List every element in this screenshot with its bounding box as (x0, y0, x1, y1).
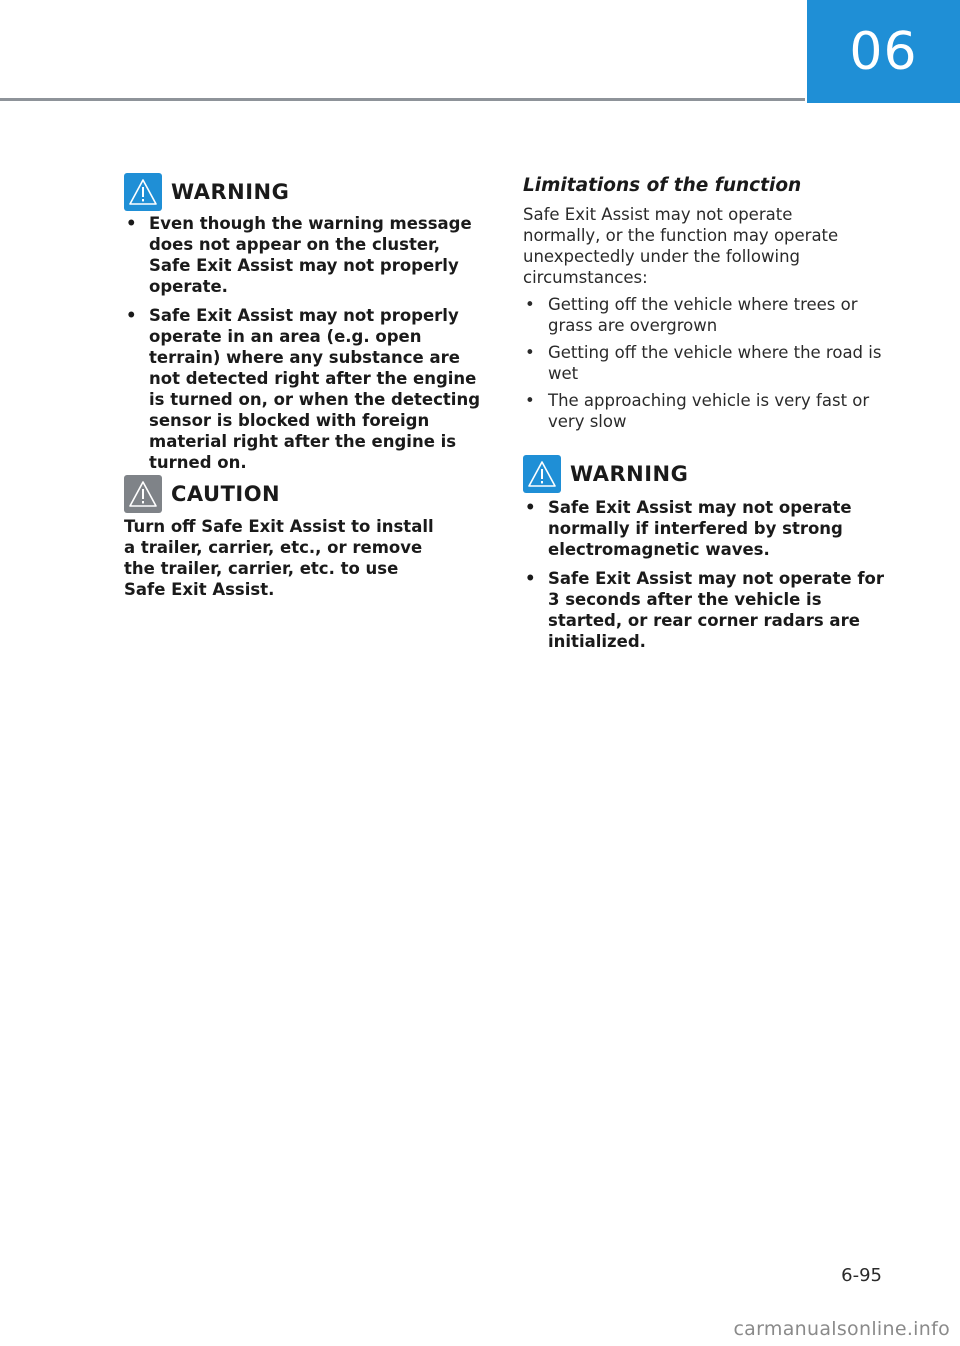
bullet: • (525, 391, 535, 410)
caution-title: CAUTION (171, 482, 281, 506)
caution-header (124, 475, 280, 513)
limitation-item-text: Getting off the vehicle where trees or grass are overgrown (548, 295, 858, 335)
list-item (523, 497, 888, 560)
limitations-list (523, 294, 888, 438)
bullet: • (126, 214, 137, 233)
list-item (124, 213, 480, 297)
intro-paragraph: Safe Exit Assist may not operate normally, or the function may operate unexpectedly under the following circumstances: (523, 205, 839, 287)
left-warning-list (124, 213, 480, 481)
warning-item-text: Safe Exit Assist may not operate normally if interfered by strong electromagnetic waves. (548, 498, 852, 559)
list-item (523, 294, 888, 336)
limitation-item-text: The approaching vehicle is very fast or very slow (548, 391, 870, 431)
warning-item-text: Safe Exit Assist may not operate for 3 seconds after the vehicle is started, or rear corner radars are initialized. (548, 569, 884, 651)
warning-title: WARNING (570, 462, 689, 486)
caution-triangle-icon (124, 475, 162, 513)
right-warning-header (523, 455, 688, 493)
warning-item-text: Safe Exit Assist may not properly operate in an area (e.g. open terrain) where any substance are not detected right after the engine is turned on, or when the detecting sensor is blocked with foreign material right after the engine is turned on. (149, 306, 480, 472)
chapter-tab (807, 0, 960, 103)
section-heading: Limitations of the function (523, 175, 802, 196)
warning-triangle-icon (124, 173, 162, 211)
bullet: • (126, 306, 137, 325)
list-item (523, 568, 888, 652)
list-item (124, 305, 480, 473)
bullet: • (525, 569, 536, 588)
list-item (523, 390, 888, 432)
left-warning-header (124, 173, 289, 211)
warning-triangle-icon (523, 455, 561, 493)
watermark: carmanualsonline.info (733, 1318, 950, 1340)
chapter-number: 06 (849, 21, 918, 82)
right-warning-list (523, 497, 888, 660)
page-number: 6-95 (841, 1265, 882, 1286)
caution-text: Turn off Safe Exit Assist to install a trailer, carrier, etc., or remove the trailer, carrier, etc. to use Safe Exit Assist. (124, 517, 434, 599)
bullet: • (525, 295, 535, 314)
header-rule (0, 98, 805, 101)
warning-item-text: Even though the warning message does not appear on the cluster, Safe Exit Assist may not properly operate. (149, 214, 472, 296)
limitation-item-text: Getting off the vehicle where the road is wet (548, 343, 882, 383)
bullet: • (525, 498, 536, 517)
bullet: • (525, 343, 535, 362)
list-item (523, 342, 888, 384)
warning-title: WARNING (171, 180, 290, 204)
